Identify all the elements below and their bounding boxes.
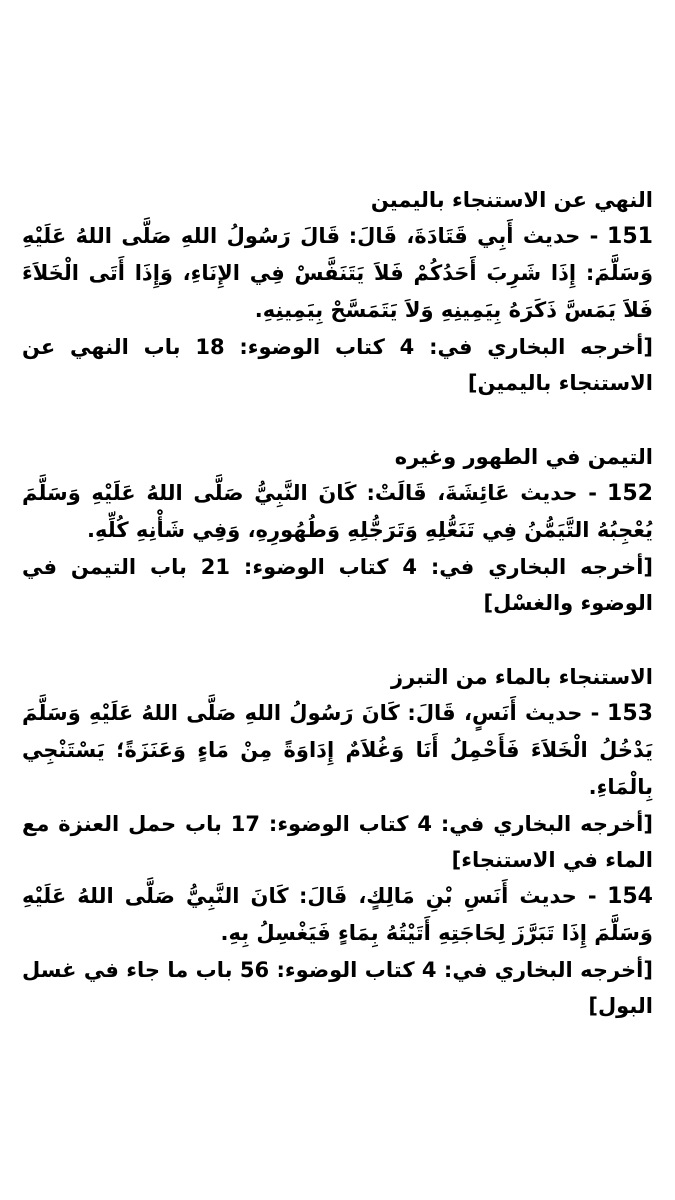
hadith-151	[22, 218, 653, 329]
hadith-153	[22, 695, 653, 806]
hadith-154	[22, 878, 653, 952]
hadith-narrator: - حديث أَنَسٍ، قَالَ:	[407, 701, 600, 725]
section-istinja-right-hand	[22, 182, 653, 401]
hadith-number: 154	[607, 884, 653, 909]
hadith-reference: [أخرجه البخاري في: 4 كتاب الوضوء: 18 باب النهي عن الاستنجاء باليمين]	[22, 335, 653, 395]
section-tayammun	[22, 439, 653, 621]
hadith-narrator: - حديث أَنَسِ بْنِ مَالِكٍ، قَالَ:	[299, 884, 597, 908]
section-istinja-water	[22, 659, 653, 1024]
hadith-text: كَانَ النَّبِيُّ صَلَّى اللهُ عَلَيْهِ وَسَلَّمَ إِذَا تَبَرَّزَ لِحَاجَتِهِ أَتَيْتُهُ بِمَاءٍ فَيَغْسِلُ بِهِ.	[22, 884, 653, 945]
section-heading: النهي عن الاستنجاء باليمين	[370, 188, 653, 212]
hadith-number: 152	[607, 481, 653, 506]
section-heading: الاستنجاء بالماء من التبرز	[391, 665, 653, 689]
hadith-reference: [أخرجه البخاري في: 4 كتاب الوضوء: 21 باب التيمن في الوضوء والغسْل]	[22, 555, 653, 615]
hadith-number: 153	[607, 701, 653, 726]
hadith-narrator: - حديث أَبِي قَتَادَةَ، قَالَ:	[348, 224, 599, 248]
hadith-text: كَانَ النَّبِيُّ صَلَّى اللهُ عَلَيْهِ وَسَلَّمَ يُعْجِبُهُ التَّيَمُّنُ فِي تَنَعُّلِهِ وَتَرَجُّلِهِ وَطُهُورِهِ، وَفِي شَأْنِهِ كُلِّهِ.	[22, 481, 653, 542]
section-heading: التيمن في الطهور وغيره	[394, 445, 653, 469]
hadith-152	[22, 475, 653, 549]
hadith-narrator: - حديث عَائِشَةَ، قَالَتْ:	[366, 481, 597, 505]
hadith-text: قَالَ رَسُولُ اللهِ صَلَّى اللهُ عَلَيْهِ وَسَلَّمَ: إِذَا شَرِبَ أَحَدُكُمْ فَلاَ يَتَنَفَّسْ فِي الإِنَاءِ، وَإِذَا أَتَى الْخَلاَءَ فَلاَ يَمَسَّ ذَكَرَهُ بِيَمِينِهِ وَلاَ يَتَمَسَّحْ بِيَمِينِهِ.	[22, 224, 653, 322]
hadith-reference: [أخرجه البخاري في: 4 كتاب الوضوء: 56 باب ما جاء في غسل البول]	[22, 958, 653, 1018]
document-page	[22, 182, 653, 1024]
hadith-reference: [أخرجه البخاري في: 4 كتاب الوضوء: 17 باب حمل العنزة مع الماء في الاستنجاء]	[22, 812, 653, 872]
hadith-text: كَانَ رَسُولُ اللهِ صَلَّى اللهُ عَلَيْهِ وَسَلَّمَ يَدْخُلُ الْخَلاَءَ فَأَحْمِلُ أَنَا وَغُلاَمٌ إِدَاوَةً مِنْ مَاءٍ وَعَنَزَةً؛ يَسْتَنْجِي بِالْمَاءِ.	[22, 701, 653, 799]
hadith-number: 151	[607, 224, 653, 249]
